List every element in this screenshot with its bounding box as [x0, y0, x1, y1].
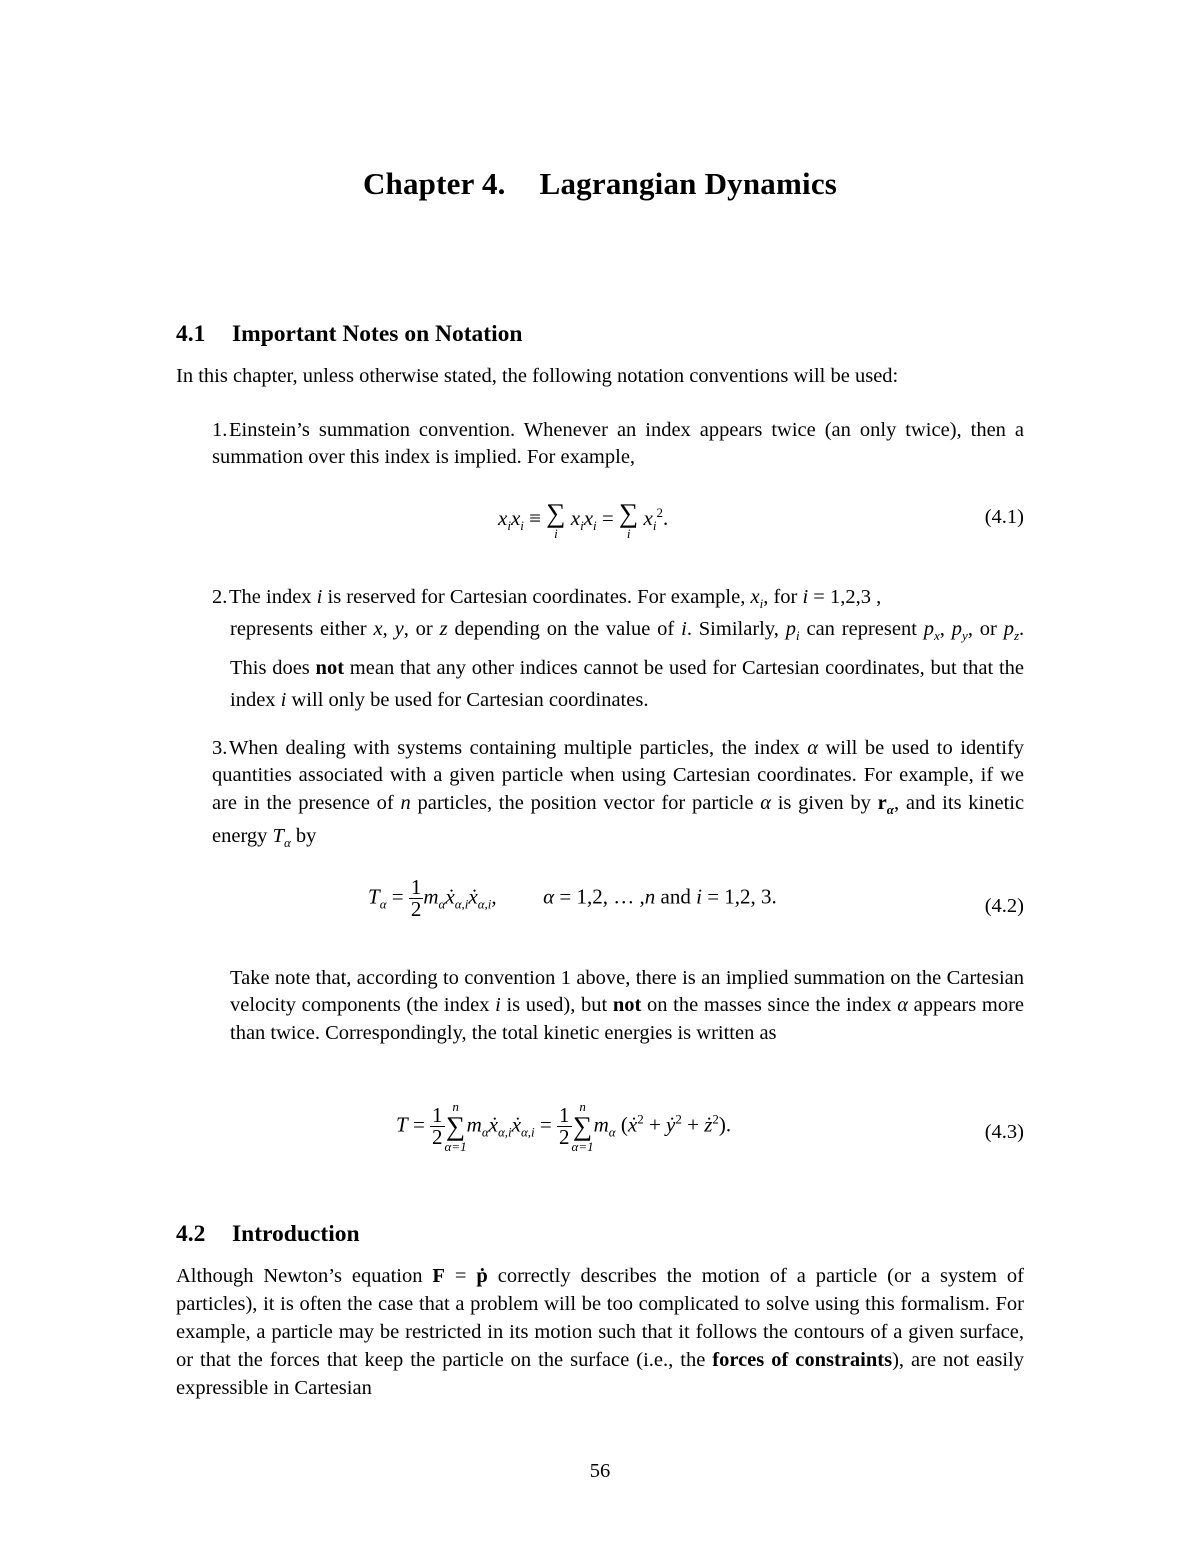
summation-symbol: ∑ i [546, 498, 566, 541]
list-item-3: 3.When dealing with systems containing multiple particles, the index α will be used to identify quantities associated with a given particle when using Cartesian coordinates. For example, if we are in the presence of n particles, the position vector for particle α is given by $r_\alpha$, and its kinetic energy $T_\alpha$ by [212, 737, 1025, 851]
list-item-text: Einstein’s summation convention. Whenever an index appears twice (an only twice), then a summation over this index is implied. For example, [212, 419, 1024, 469]
equation-4-3: T = $\frac{1}{2}$ n ∑ α=1 $m_\alpha ẋ_{\alpha,i}ẋ_{\alpha,i}$ = $\frac{1}{2}$ n ∑ α=1 $m_\alpha$ (ẋ$^2$ + ẏ$^2$ + $ż^2$). [396, 1099, 732, 1154]
fraction-one-half: $\frac{1}{2}$ [410, 875, 422, 921]
list-item-1 [212, 417, 1024, 472]
equation-number-4-2: (4.2) [984, 895, 1024, 917]
introduction-paragraph: Although Newton’s equation F = ṗ correctly describes the motion of a particle (or a system of particles), it is often the case that a problem will be too complicated to solve using this formalism. For example, a particle may be restricted in its motion such that it follows the contours of a given surface, or that the forces that keep the particle on the surface (i.e., the forces of constraints), are not easily expressible in Cartesian [176, 1265, 1024, 1399]
summation-symbol: ∑ i [619, 498, 639, 541]
section-heading-4-2: 4.2 Introduction [176, 1221, 360, 1247]
chapter-title [0, 166, 1200, 202]
chapter-name: Lagrangian Dynamics [539, 166, 838, 201]
section-title: Important Notes on Notation [232, 321, 523, 347]
list-marker: 1. [212, 419, 228, 441]
intro-paragraph: In this chapter, unless otherwise stated, the following notation conventions will be used: [176, 365, 899, 387]
equation-number-4-3: (4.3) [984, 1121, 1024, 1143]
section-number: 4.1 [176, 321, 206, 347]
chapter-number: Chapter 4. [362, 166, 506, 201]
note-paragraph: Take note that, according to convention 1 above, there is an implied summation on the Cartesian velocity components (the index i is used), but not on the masses since the index α appears more than twice. Correspondingly, the total kinetic energies is written as [230, 967, 1025, 1044]
equation-4-2: $T_\alpha$ = $\frac{1}{2}$ $m_\alpha ẋ_{\alpha,i}ẋ_{\alpha,i}$, α = 1,2, … ,n and i = 1,2, 3. [368, 875, 777, 921]
summation-symbol: n ∑ α=1 [571, 1099, 594, 1154]
equation-4-1: $x_ix_i$ ≡ ∑ i $x_ix_i$ = ∑ i $x_i^2$. [498, 498, 669, 541]
list-item-2: 2.The index i is reserved for Cartesian coordinates. For example, $x_i$, for i = 1,2,3 , [212, 586, 882, 612]
list-item-2-continued: represents either x, y, or z depending on the value of i. Similarly, $p_i$ can represent $p_x$, $p_y$, or $p_z$. This does not mean that any other indices cannot be used for Cartesian coordinates, but that the index i will only be used for Cartesian coordinates. [230, 618, 1025, 712]
section-heading-4-1 [176, 321, 522, 348]
page-number: 56 [589, 1460, 611, 1482]
equation-number-4-1: (4.1) [984, 506, 1024, 528]
summation-symbol: n ∑ α=1 [444, 1099, 467, 1154]
